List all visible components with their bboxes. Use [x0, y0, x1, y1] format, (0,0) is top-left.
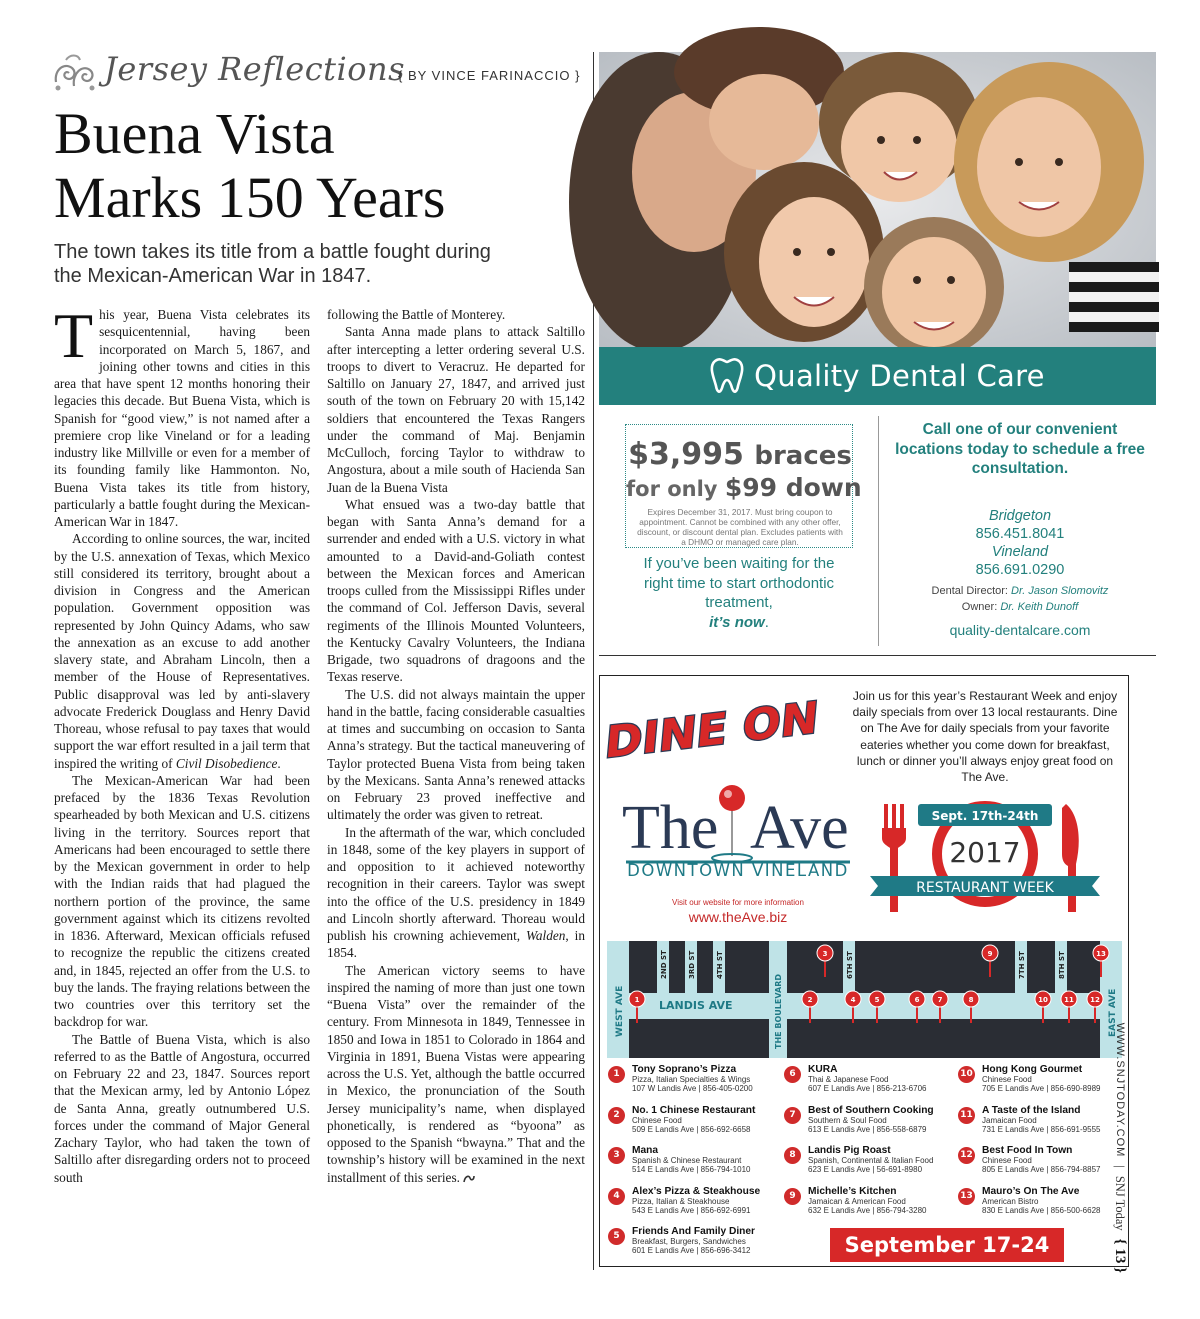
dental-director [895, 585, 1145, 597]
intro-text: Join us for this year’s Restaurant Week and enjoy daily specials from over 13 local restaurants. Dine on The Ave for daily specials from your favorite eateries whether you come down for breakfast, lunch or dinner you’ll always enjoy great food on The Ave. [852, 689, 1118, 785]
restaurant-number: 4 [608, 1188, 625, 1205]
restaurant-cuisine: Southern & Soul Food [808, 1115, 887, 1125]
dental-ad[interactable] [599, 52, 1156, 656]
deck-line: the Mexican-American War in 1847. [54, 265, 372, 287]
owner-label: Owner: [961, 601, 998, 613]
map-pin-label: 4 [850, 996, 856, 1004]
paragraph: The Mexican-American War had been prefaced by the 1836 Texas Revolution spearheaded by both Mexican and U.S. citizens living in the territory. Sources report that Americans had been encouraged to settle there by the Mexican government in order to help with the Indian raids that had plagued the northern portion of the province, the same government against which its citizens revolted in 1836. Afterward, Mexican officials refused to recognize the republic the citizens created and, in 1845, rejected an offer from the U.S. to buy the lands. The fraying relations between the two countries over this territory set the backdrop for war. [54, 772, 311, 1030]
restaurant-number: 12 [958, 1147, 975, 1164]
ad-divider [878, 416, 879, 646]
restaurant-cuisine: Chinese Food [632, 1115, 682, 1125]
down-prefix: for only [626, 477, 718, 501]
paragraph: following the Battle of Monterey. [327, 307, 506, 322]
paragraph: What ensued was a two-day battle that began with Santa Anna’s demand for a surrender and ended with a U.S. victory in what amounted to a David-and-Goliath contest between the Mexican forces and American troops culled from the Mississippi Rifles under the command of Col. Jefferson Davis, several regiments of the Illinois Mounted Volunteers, the Kentucky Cavalry Volunteers, the Indiana Brigade, two squadrons of dragoons and the Texas reserve. [327, 496, 585, 685]
waiting-body: If you’ve been waiting for the right time to start orthodontic treatment, [643, 555, 835, 611]
rw-dates: Sept. 17th-24th [931, 809, 1039, 823]
restaurant-address: 509 E Landis Ave | 856-692-6658 [632, 1124, 751, 1134]
restaurant-name: Best Food In Town [982, 1145, 1073, 1156]
deck-subtitle [54, 240, 584, 288]
restaurant-number: 11 [958, 1107, 975, 1124]
street-label: 6TH ST [846, 951, 854, 979]
restaurant-number: 9 [784, 1188, 801, 1205]
restaurant-name: Best of Southern Cooking [808, 1104, 934, 1116]
restaurant-cuisine: Breakfast, Burgers, Sandwiches [632, 1237, 746, 1246]
the-ave-logo [618, 776, 858, 866]
restaurant-week-ad[interactable] [599, 675, 1129, 1267]
street-label: 4TH ST [716, 951, 724, 979]
restaurant-number: 8 [784, 1147, 801, 1164]
street-label: 8TH ST [1058, 951, 1066, 979]
map-pin-label: 13 [1096, 950, 1106, 958]
map-pin-label: 11 [1064, 996, 1074, 1004]
brand-banner [599, 347, 1156, 405]
restaurant-address: 607 E Landis Ave | 856-213-6706 [808, 1084, 927, 1093]
location-phone[interactable]: 856.451.8041 [975, 526, 1065, 542]
paragraph-text: his year, Buena Vista celebrates its sesquicentennial, having been incorporated on March 5, 1867, and joining other towns and cities in this area that have spent 12 months honoring their legacies this decade. But Buena Vista, which is Spanish for “good view,” is not named after a premiere crop like Vineland or for a leading industry like Millville or even for a member of its founding family like Hammonton. No, Buena Vista takes its title from history, particularly a battle fought during the Mexican-American War in 1847. [54, 307, 310, 529]
waiting-emphasis: it’s now [709, 613, 765, 631]
owner-name: Dr. Keith Dunoff [1000, 601, 1079, 613]
headline-line: Marks 150 Years [54, 165, 446, 230]
map-pin-label: 3 [822, 950, 828, 958]
restaurant-cuisine: Spanish & Chinese Restaurant [632, 1156, 742, 1165]
downtown-vineland: DOWNTOWN VINELAND [627, 861, 849, 880]
book-title: Civil Disobedience [175, 755, 278, 771]
page-folio [1108, 1005, 1132, 1273]
article-column-1 [54, 300, 311, 1186]
map-pin-label: 6 [914, 996, 920, 1004]
book-title: Walden [526, 928, 566, 943]
restaurant-name: KURA [808, 1064, 838, 1075]
restaurant-address: 705 E Landis Ave | 856-690-8989 [982, 1084, 1101, 1093]
restaurant-cuisine: Pizza, Italian & Steakhouse [632, 1196, 730, 1206]
map-pin-label: 12 [1090, 996, 1100, 1004]
street-map [607, 941, 1122, 1058]
family-photo [599, 52, 1156, 347]
paragraph: According to online sources, the war, incited by the U.S. annexation of Texas, which Mexico still considered its territory, brought about a division in Congress and the American population. Government opposition was represented by John Quincy Adams, who saw the annexation as an excuse to add another slavery state, and Abraham Lincoln, then a member of the House of Representatives. Public disapproval was led by anti-slavery advocate Frederick Douglass and Henry David Thoreau, whose refusal to pay taxes that would support the war effort resulted in a jail term that inspired the writing of Civil Disobedience. [54, 531, 310, 771]
ave-text: Ave [750, 794, 849, 862]
restaurant-cuisine: Pizza, Italian Specialties & Wings [632, 1075, 751, 1084]
restaurant-address: 805 E Landis Ave | 856-794-8857 [982, 1165, 1101, 1174]
restaurant-cuisine: Chinese Food [982, 1075, 1032, 1084]
restaurant-address: 601 E Landis Ave | 856-696-3412 [632, 1246, 751, 1255]
restaurant-cuisine: Spanish, Continental & Italian Food [808, 1156, 934, 1165]
paragraph [54, 300, 310, 530]
paragraph-text: The American victory seems to have inspired the naming of more than just one town “Buena Vista” over the remainder of the century. From Minnesota in 1849, Tennessee in 1850 and Iowa in 1851 to Colorado in 1864 and Virginia in 1891, Buena Vistas were appearing across the U.S. Yet, although the battle occurred in Mexico, the pronunciation of the South Jersey municipality’s name, when displayed phonetically, is rendered as “byoona” as opposed to the Spanish “bwayna.” That and the township’s history will be examined in the next installment of this series. [327, 962, 585, 1185]
restaurant-cuisine: Jamaican & American Food [808, 1196, 906, 1206]
street-label: WEST AVE [615, 985, 625, 1037]
dental-website-link[interactable]: quality-dentalcare.com [949, 622, 1091, 638]
restaurant-number: 2 [608, 1107, 625, 1124]
map-pin-label: 2 [807, 996, 813, 1004]
director-name: Dr. Jason Slomovitz [1011, 585, 1109, 597]
restaurant-address: 731 E Landis Ave | 856-691-9555 [982, 1124, 1101, 1134]
flourish-ornament-icon [52, 52, 98, 92]
location-phone[interactable]: 856.691.0290 [975, 562, 1065, 578]
headline [54, 102, 584, 230]
street-label: EAST AVE [1108, 988, 1118, 1037]
headline-line: Buena Vista [54, 101, 335, 166]
column-title: Jersey Reflections [104, 50, 406, 88]
folio-separator: | [1113, 1165, 1128, 1168]
brand-name: Quality Dental Care [754, 359, 1045, 393]
tooth-logo-icon [710, 356, 744, 396]
restaurant-address: 623 E Landis Ave | 56-691-8980 [808, 1165, 923, 1174]
dine-on-text: DINE ON [602, 692, 821, 769]
restaurant-cuisine: Chinese Food [982, 1156, 1032, 1165]
director-label: Dental Director: [931, 585, 1008, 597]
location-city: Bridgeton [988, 508, 1052, 524]
paragraph [327, 962, 585, 1186]
byline: { BY VINCE FARINACCIO } [398, 68, 581, 83]
restaurant-number: 7 [784, 1107, 801, 1124]
map-pin-label: 1 [634, 996, 640, 1004]
paragraph: Santa Anna made plans to attack Saltillo after intercepting a letter ordering several U.S. troops to divert to Veracruz. He departed for Saltillo on January 27, 1847, and arrived just south of the town on February 20 with 15,142 soldiers that encountered the Texas Rangers under the command of Maj. Benjamin McCulloch, forcing Taylor to withdraw to Angostura, about a mile south of Hacienda San Juan de la Buena Vista [327, 324, 585, 495]
paragraph-text: , in 1854. [327, 928, 585, 961]
restaurant-number: 13 [958, 1188, 975, 1205]
restaurant-address: 543 E Landis Ave | 856-692-6991 [632, 1205, 751, 1215]
restaurant-name: Mana [632, 1145, 659, 1156]
price [626, 437, 854, 472]
drop-cap: T [54, 300, 94, 371]
street-label: 2ND ST [660, 950, 668, 979]
map-pin-label: 9 [987, 950, 993, 958]
page-number: { 13 } [1112, 1238, 1129, 1273]
restaurant-name: Michelle’s Kitchen [808, 1185, 897, 1197]
restaurant-name: A Taste of the Island [982, 1104, 1081, 1116]
price-suffix: braces [754, 441, 852, 471]
restaurant-address: 514 E Landis Ave | 856-794-1010 [632, 1165, 751, 1174]
article-column-2 [327, 306, 585, 1186]
restaurant-address: 632 E Landis Ave | 856-794-3280 [808, 1205, 927, 1215]
the-ave-website-link[interactable]: www.theAve.biz [688, 909, 788, 925]
restaurant-cuisine: Thai & Japanese Food [808, 1075, 889, 1084]
down-payment [626, 473, 862, 502]
restaurant-number: 6 [784, 1066, 801, 1083]
call-to-action: Call one of our convenient locations today to schedule a free consultation. [895, 421, 1145, 477]
map-pin-label: 7 [937, 996, 943, 1004]
down-amount: $99 down [724, 473, 862, 502]
waiting-end: . [764, 613, 769, 631]
end-mark-icon [463, 1174, 475, 1183]
map-pin-label: 10 [1038, 996, 1048, 1004]
map-pin-label: 8 [968, 996, 974, 1004]
rw-label: RESTAURANT WEEK [916, 880, 1054, 896]
paragraph-text: According to online sources, the war, incited by the U.S. annexation of Texas, which Mexico still considered its territory, brought about a division in Congress and the American population. Government opposition was represented by John Quincy Adams, who saw the annexation as an excuse to add another slavery state, and Abraham Lincoln, then a member of the House of Representatives. Public disapproval was led by anti-slavery advocate Frederick Douglass and Henry David Thoreau, whose refusal to pay taxes that would support the war effort resulted in a jail term that inspired the writing of [54, 531, 310, 771]
street-label: 7TH ST [1018, 951, 1026, 979]
deck-line: The town takes its title from a battle fought during [54, 241, 491, 263]
restaurant-name: Landis Pig Roast [808, 1145, 891, 1156]
restaurant-number: 5 [608, 1228, 625, 1245]
paragraph-text: In the aftermath of the war, which concluded in 1848, some of the key players in support of and opposition to it achieved noteworthy recognition in their careers. Taylor was swept into the office of the U.S. presidency in 1849 and Lincoln shortly afterward. Thoreau would publish his crowning achievement, [327, 824, 585, 943]
visit-note: Visit our website for more information [672, 898, 804, 907]
location-city: Vineland [991, 544, 1049, 560]
dine-on-logo [602, 690, 821, 769]
restaurant-address: 107 W Landis Ave | 856-405-0200 [632, 1084, 753, 1093]
rw-year: 2017 [949, 836, 1021, 869]
coupon-box [625, 424, 862, 548]
restaurant-name: No. 1 Chinese Restaurant [632, 1104, 756, 1116]
restaurant-number: 10 [958, 1066, 975, 1083]
paragraph: The Battle of Buena Vista, which is also referred to as the Battle of Angostura, occurred on February 22 and 23, 1847. Sources report that the Mexican army, led by Antonio López de Santa Anna, greatly outnumbered U.S. forces under the command of Major General Zachary Taylor, who had taken the town of Saltillo after disregarding orders not to proceed south [54, 1031, 310, 1185]
restaurant-address: 830 E Landis Ave | 856-500-6628 [982, 1205, 1101, 1215]
restaurant-name: Alex’s Pizza & Steakhouse [632, 1185, 761, 1197]
folio-magazine: SNJ Today [1113, 1175, 1128, 1231]
restaurant-cuisine: Jamaican Food [982, 1115, 1037, 1125]
street-label: 3RD ST [688, 950, 696, 979]
restaurant-name: Tony Soprano’s Pizza [632, 1064, 737, 1075]
map-pin-label: 5 [874, 996, 880, 1004]
the-text: The [622, 794, 719, 862]
map-pin-icon [719, 785, 745, 811]
restaurant-address: 613 E Landis Ave | 856-558-6879 [808, 1124, 927, 1134]
street-label: LANDIS AVE [659, 999, 733, 1012]
owner [895, 601, 1145, 613]
restaurant-name: Hong Kong Gourmet [982, 1064, 1083, 1075]
paragraph: The U.S. did not always maintain the upper hand in the battle, facing considerable casualties at times and succumbing on occasion to Santa Anna’s strategy. But the tactical maneuvering of Taylor protected Buena Vista from being taken by the Mexicans. Santa Anna’s renewed attacks on February 23 proved ineffective and ultimately the order was given to retreat. [327, 686, 585, 823]
paragraph [327, 824, 585, 962]
restaurant-number: 1 [608, 1066, 625, 1083]
fine-print: Expires December 31, 2017. Must bring coupon to appointment. Cannot be combined with any other offer, discount, or discount dental plan. Excludes patients with a DHMO or managed care plan. [637, 507, 843, 547]
restaurant-cuisine: American Bistro [982, 1196, 1039, 1206]
restaurant-name: Mauro’s On The Ave [982, 1185, 1080, 1197]
restaurant-week-badge [870, 804, 1100, 912]
price-amount: $3,995 [628, 437, 744, 472]
folio-url[interactable]: WWW.SNJTODAY.COM [1114, 1022, 1126, 1158]
street-label: THE BOULEVARD [774, 974, 783, 1049]
restaurant-name: Friends And Family Diner [632, 1226, 756, 1237]
date-banner: September 17-24 [830, 1228, 1064, 1262]
waiting-text [629, 554, 849, 632]
restaurant-number: 3 [608, 1147, 625, 1164]
